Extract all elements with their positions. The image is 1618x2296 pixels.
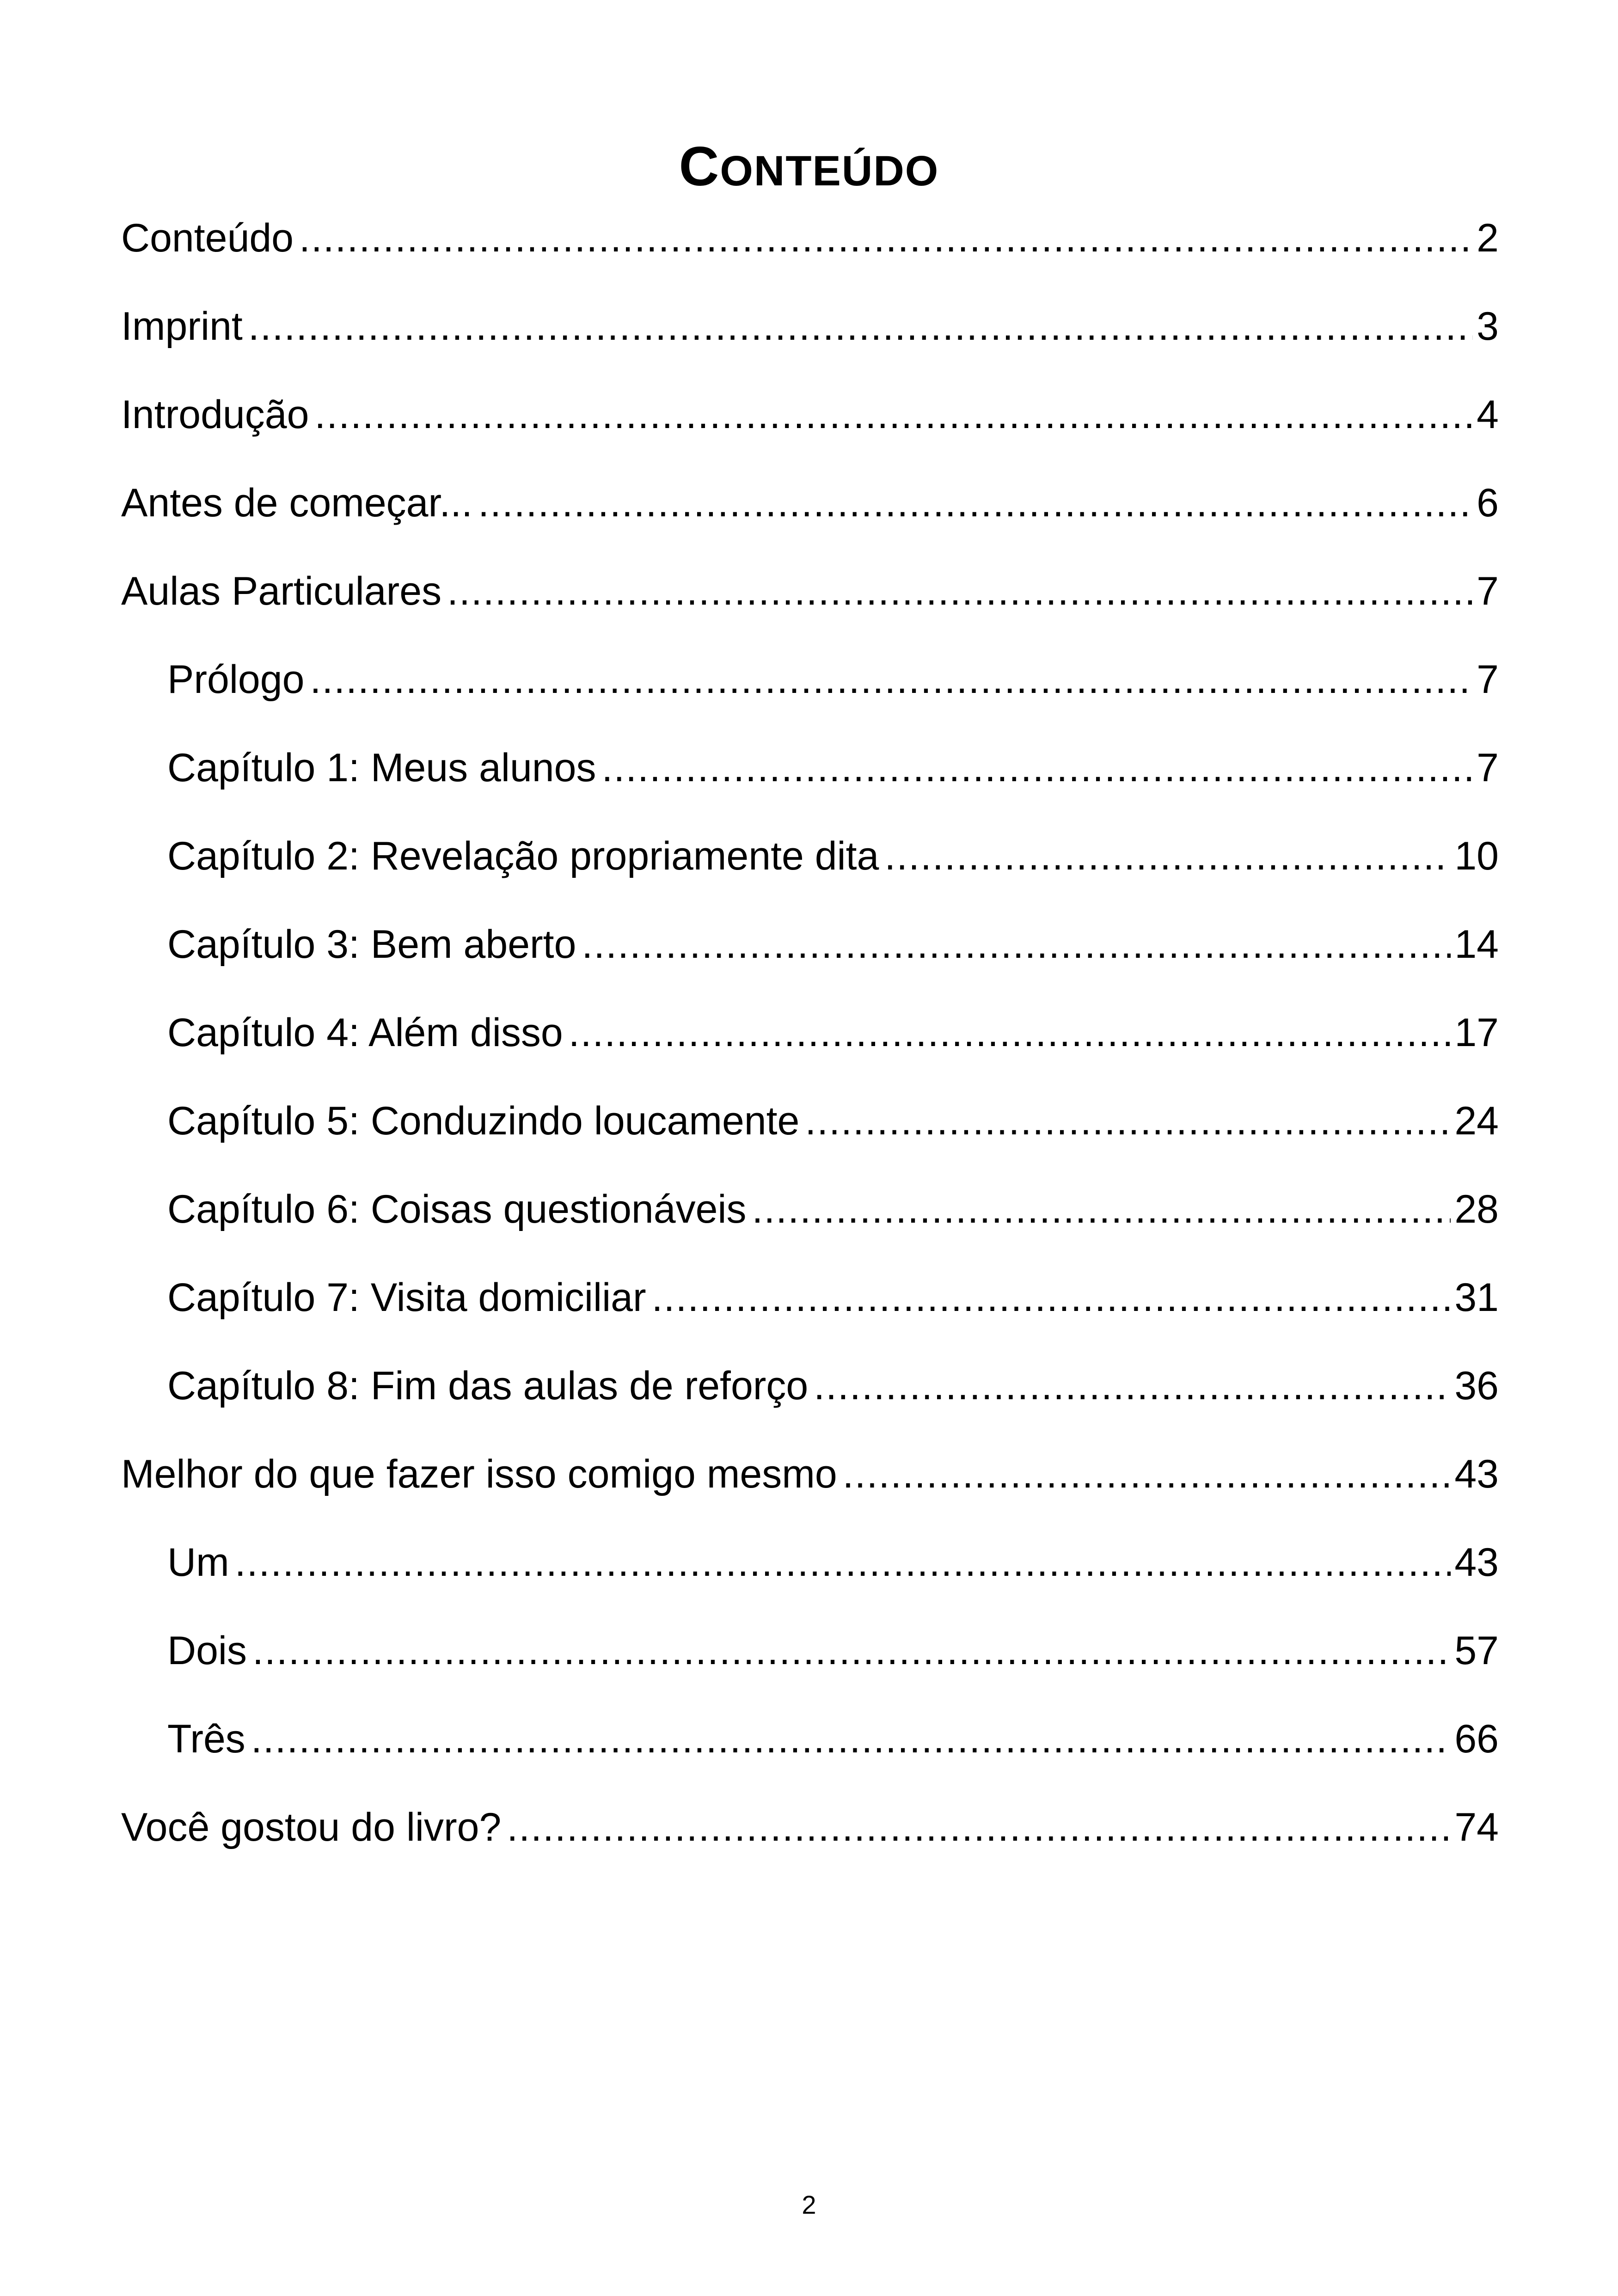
toc-entry-page: 17 bbox=[1454, 1010, 1499, 1055]
toc-entry[interactable] bbox=[121, 900, 1499, 989]
toc-entry[interactable] bbox=[121, 1430, 1499, 1518]
toc-entry-page: 24 bbox=[1454, 1099, 1499, 1143]
table-of-contents bbox=[121, 194, 1499, 1872]
toc-entry[interactable] bbox=[121, 1607, 1499, 1695]
toc-entry-label: Conteúdo bbox=[121, 216, 294, 260]
toc-dot-leader bbox=[601, 724, 1473, 812]
toc-entry[interactable] bbox=[121, 636, 1499, 724]
toc-entry[interactable] bbox=[121, 1342, 1499, 1430]
toc-entry-page: 43 bbox=[1454, 1540, 1499, 1585]
toc-dot-leader bbox=[314, 371, 1473, 459]
toc-dot-leader bbox=[235, 1518, 1451, 1607]
toc-entry-label: Você gostou do livro? bbox=[121, 1805, 502, 1849]
toc-dot-leader bbox=[507, 1783, 1451, 1872]
toc-entry[interactable] bbox=[121, 812, 1499, 900]
toc-entry[interactable] bbox=[121, 194, 1499, 282]
toc-entry-page: 3 bbox=[1477, 304, 1499, 349]
toc-entry-page: 6 bbox=[1477, 481, 1499, 525]
toc-entry[interactable] bbox=[121, 1254, 1499, 1342]
page-number: 2 bbox=[802, 2190, 816, 2219]
toc-entry[interactable] bbox=[121, 989, 1499, 1077]
toc-entry-page: 31 bbox=[1454, 1275, 1499, 1320]
toc-entry[interactable] bbox=[121, 547, 1499, 636]
toc-entry-label: Um bbox=[167, 1540, 229, 1585]
toc-entry-label: Dois bbox=[167, 1629, 247, 1673]
toc-entry-label: Capítulo 7: Visita domiciliar bbox=[167, 1275, 646, 1320]
toc-heading-rest: ONTEÚDO bbox=[720, 147, 939, 195]
toc-entry-page: 7 bbox=[1477, 657, 1499, 702]
toc-dot-leader bbox=[299, 194, 1473, 282]
toc-entry-label: Capítulo 4: Além disso bbox=[167, 1010, 563, 1055]
toc-entry-label: Imprint bbox=[121, 304, 243, 349]
toc-dot-leader bbox=[310, 636, 1473, 724]
toc-dot-leader bbox=[884, 812, 1451, 900]
toc-entry-page: 2 bbox=[1477, 216, 1499, 260]
toc-entry-label: Introdução bbox=[121, 392, 309, 437]
toc-heading-initial: C bbox=[679, 135, 720, 198]
toc-dot-leader bbox=[805, 1077, 1451, 1165]
toc-entry-page: 10 bbox=[1454, 834, 1499, 878]
toc-entry-page: 74 bbox=[1454, 1805, 1499, 1849]
toc-entry-page: 4 bbox=[1477, 392, 1499, 437]
toc-entry-page: 28 bbox=[1454, 1187, 1499, 1231]
toc-dot-leader bbox=[569, 989, 1451, 1077]
toc-dot-leader bbox=[251, 1695, 1451, 1783]
toc-entry[interactable] bbox=[121, 1783, 1499, 1872]
toc-entry-page: 57 bbox=[1454, 1629, 1499, 1673]
toc-dot-leader bbox=[652, 1254, 1451, 1342]
toc-entry-label: Capítulo 1: Meus alunos bbox=[167, 746, 596, 790]
toc-entry-label: Capítulo 8: Fim das aulas de reforço bbox=[167, 1364, 809, 1408]
toc-entry-page: 66 bbox=[1454, 1717, 1499, 1761]
toc-entry-page: 7 bbox=[1477, 746, 1499, 790]
toc-entry[interactable] bbox=[121, 1518, 1499, 1607]
toc-dot-leader bbox=[843, 1430, 1451, 1518]
toc-entry[interactable] bbox=[121, 371, 1499, 459]
toc-entry[interactable] bbox=[121, 282, 1499, 371]
toc-entry-label: Aulas Particulares bbox=[121, 569, 442, 613]
toc-entry-label: Capítulo 6: Coisas questionáveis bbox=[167, 1187, 747, 1231]
toc-dot-leader bbox=[248, 282, 1473, 371]
toc-entry-page: 43 bbox=[1454, 1452, 1499, 1496]
toc-dot-leader bbox=[447, 547, 1473, 636]
toc-entry-label: Três bbox=[167, 1717, 245, 1761]
toc-entry-label: Antes de começar... bbox=[121, 481, 473, 525]
toc-entry-label: Prólogo bbox=[167, 657, 305, 702]
toc-dot-leader bbox=[582, 900, 1451, 989]
toc-dot-leader bbox=[752, 1165, 1451, 1254]
toc-dot-leader bbox=[252, 1607, 1451, 1695]
toc-dot-leader bbox=[478, 459, 1473, 547]
toc-entry-label: Capítulo 3: Bem aberto bbox=[167, 922, 576, 967]
toc-entry-label: Capítulo 2: Revelação propriamente dita bbox=[167, 834, 879, 878]
toc-entry-page: 7 bbox=[1477, 569, 1499, 613]
toc-entry-page: 36 bbox=[1454, 1364, 1499, 1408]
toc-entry-page: 14 bbox=[1454, 922, 1499, 967]
toc-entry[interactable] bbox=[121, 1695, 1499, 1783]
toc-entry[interactable] bbox=[121, 459, 1499, 547]
toc-entry-label: Capítulo 5: Conduzindo loucamente bbox=[167, 1099, 800, 1143]
toc-dot-leader bbox=[814, 1342, 1451, 1430]
toc-entry[interactable] bbox=[121, 1077, 1499, 1165]
toc-entry[interactable] bbox=[121, 1165, 1499, 1254]
toc-entry[interactable] bbox=[121, 724, 1499, 812]
toc-entry-label: Melhor do que fazer isso comigo mesmo bbox=[121, 1452, 837, 1496]
